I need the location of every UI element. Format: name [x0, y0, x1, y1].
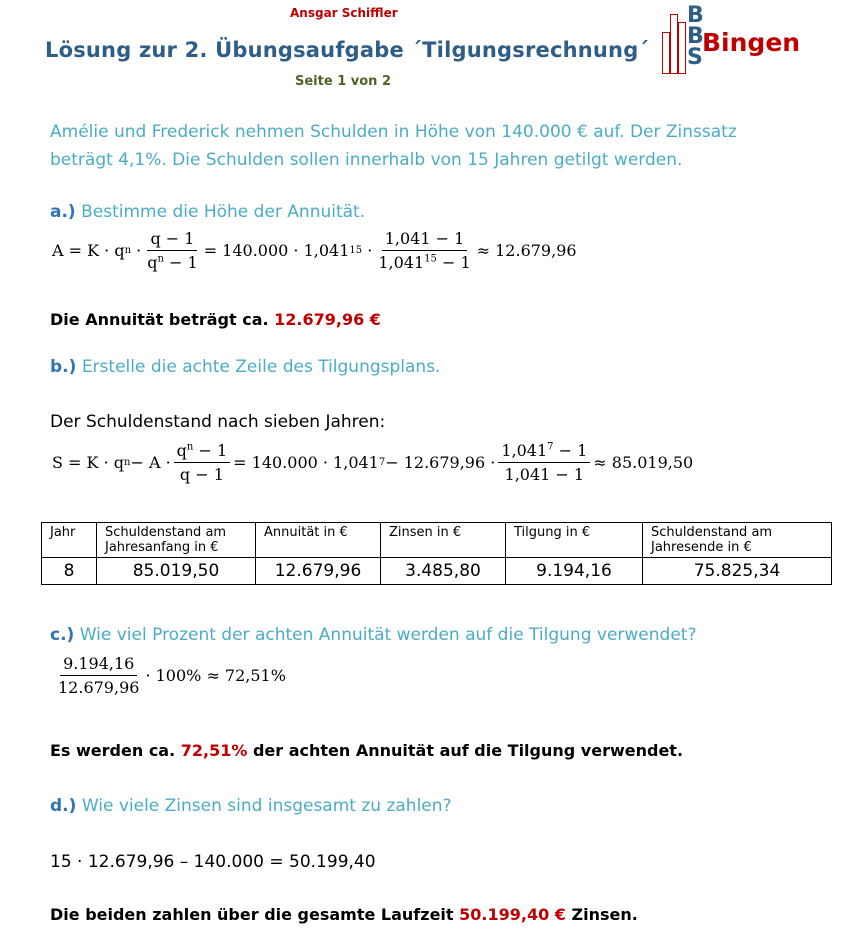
table-header-cell: Tilgung in € — [506, 523, 643, 558]
formula-b-lhs: S = K · q — [52, 453, 124, 472]
interest-calculation: 15 · 12.679,96 – 140.000 = 50.199,40 — [50, 852, 376, 872]
answer-a-text: Die Annuität beträgt ca. — [50, 310, 269, 329]
table-cell-end-debt: 75.825,34 — [643, 558, 832, 585]
logo-text: Bingen — [702, 28, 801, 57]
formula-a-frac2-exp: 15 — [424, 253, 437, 265]
table-header-cell: Schuldenstand am Jahresende in € — [643, 523, 832, 558]
table-cell-year: 8 — [42, 558, 97, 585]
question-c — [50, 625, 696, 645]
table-cell-start-debt: 85.019,50 — [97, 558, 256, 585]
question-a — [50, 202, 365, 222]
formula-a-frac1-den-rest: − 1 — [163, 253, 198, 272]
table-cell-repayment: 9.194,16 — [506, 558, 643, 585]
table-header-cell: Jahr — [42, 523, 97, 558]
formula-b-frac2-num-rest: − 1 — [553, 441, 588, 460]
debt-formula — [52, 441, 693, 484]
question-a-label: a.) — [50, 202, 76, 222]
question-d-text: Wie viele Zinsen sind insgesamt zu zahlen? — [81, 796, 452, 816]
formula-b-frac1-num-base: q — [176, 441, 187, 460]
formula-b-exp7: 7 — [378, 457, 386, 468]
author-name: Ansgar Schiffler — [290, 6, 398, 20]
formula-a-frac1-num: q − 1 — [147, 229, 197, 251]
logo-letter-b2: B — [687, 24, 704, 49]
formula-a-fraction-1 — [144, 229, 200, 272]
answer-c-post: der achten Annuität auf die Tilgung verwendet. — [252, 741, 684, 760]
question-c-label: c.) — [50, 625, 75, 645]
formula-b-frac2-den: 1,041 − 1 — [504, 465, 585, 484]
logo-letter-s: S — [687, 45, 703, 70]
formula-b-frac2-exp: 7 — [547, 441, 554, 453]
table-header-cell: Schuldenstand am Jahresanfang in € — [97, 523, 256, 558]
formula-b-minus-a: − A · — [130, 453, 171, 472]
question-b-label: b.) — [50, 357, 77, 377]
school-logo — [660, 3, 801, 76]
question-a-text: Bestimme die Höhe der Annuität. — [81, 202, 366, 222]
table-header-cell: Zinsen in € — [381, 523, 506, 558]
formula-b-frac1-den: q − 1 — [179, 465, 224, 484]
formula-c-den: 12.679,96 — [58, 678, 140, 697]
answer-c-value: 72,51% — [180, 741, 248, 760]
answer-a-value: 12.679,96 € — [274, 310, 381, 329]
answer-d-value: 50.199,40 € — [459, 905, 566, 924]
formula-a-exp-n: n — [124, 245, 132, 256]
page-title: Lösung zur 2. Übungsaufgabe ´Tilgungsrechnung´ — [45, 38, 650, 62]
repayment-table — [41, 522, 832, 585]
answer-a — [50, 310, 381, 329]
formula-b-fraction-2 — [498, 441, 590, 484]
formula-a-result: ≈ 12.679,96 — [476, 241, 577, 260]
intro-line-1: Amélie und Frederick nehmen Schulden in Höhe von 140.000 € auf. Der Zinssatz — [50, 122, 737, 142]
answer-c-pre: Es werden ca. — [50, 741, 176, 760]
annuity-formula: A = K · q n · $\frac{q - 1}{q^n - 1}$ = 140.000 · 1,041 15 · $\frac{1,041 - 1}{1,041^{15} - 1}$ ≈ 12.679,96 — [52, 229, 577, 272]
formula-b-exp-n: n — [124, 457, 131, 468]
formula-a-frac2-num: 1,041 − 1 — [382, 229, 468, 251]
task-intro — [50, 118, 810, 174]
formula-a-frac2-den-rest: − 1 — [436, 253, 471, 272]
answer-d-pre: Die beiden zahlen über die gesamte Laufzeit — [50, 905, 454, 924]
formula-a-fraction-2 — [375, 229, 473, 272]
formula-a-frac1-den-base: q — [147, 253, 158, 272]
formula-b-mid2: − 12.679,96 · — [385, 453, 496, 472]
formula-a-lhs: A = K · q — [52, 241, 125, 260]
formula-b-frac1-num-rest: − 1 — [193, 441, 228, 460]
question-b-text: Erstelle die achte Zeile des Tilgungsplans. — [81, 357, 441, 377]
formula-a-mid: = 140.000 · 1,041 — [203, 241, 350, 260]
answer-d-post: Zinsen. — [571, 905, 638, 924]
page-number: Seite 1 von 2 — [295, 74, 391, 89]
answer-d — [50, 905, 638, 924]
intro-line-2: beträgt 4,1%. Die Schulden sollen innerhalb von 15 Jahren getilgt werden. — [50, 150, 683, 170]
formula-b-fraction-1 — [174, 441, 230, 484]
question-b — [50, 357, 440, 377]
question-c-text: Wie viel Prozent der achten Annuität werden auf die Tilgung verwendet? — [79, 625, 697, 645]
question-d — [50, 796, 452, 816]
table-header-row — [42, 523, 832, 558]
formula-c-fraction — [55, 654, 142, 697]
formula-a-frac2-den-base: 1,041 — [378, 253, 425, 272]
answer-c — [50, 741, 683, 760]
debt-subheading: Der Schuldenstand nach sieben Jahren: — [50, 412, 386, 432]
formula-b-mid1: = 140.000 · 1,041 — [233, 453, 379, 472]
table-cell-annuity: 12.679,96 — [256, 558, 381, 585]
formula-c-rest: · 100% ≈ 72,51% — [145, 666, 286, 685]
formula-b-frac2-num-base: 1,041 — [501, 441, 548, 460]
formula-b-result: ≈ 85.019,50 — [593, 453, 694, 472]
formula-c-num: 9.194,16 — [60, 654, 137, 676]
formula-a-exp15: 15 — [349, 245, 363, 256]
logo-letter-b1: B — [687, 3, 704, 28]
formula-b-frac1-exp: n — [186, 441, 194, 453]
table-header-cell: Annuität in € — [256, 523, 381, 558]
percentage-formula — [52, 654, 286, 697]
formula-a-frac1-exp: n — [157, 253, 164, 265]
table-row — [42, 558, 832, 585]
question-d-label: d.) — [50, 796, 77, 816]
table-cell-interest: 3.485,80 — [381, 558, 506, 585]
